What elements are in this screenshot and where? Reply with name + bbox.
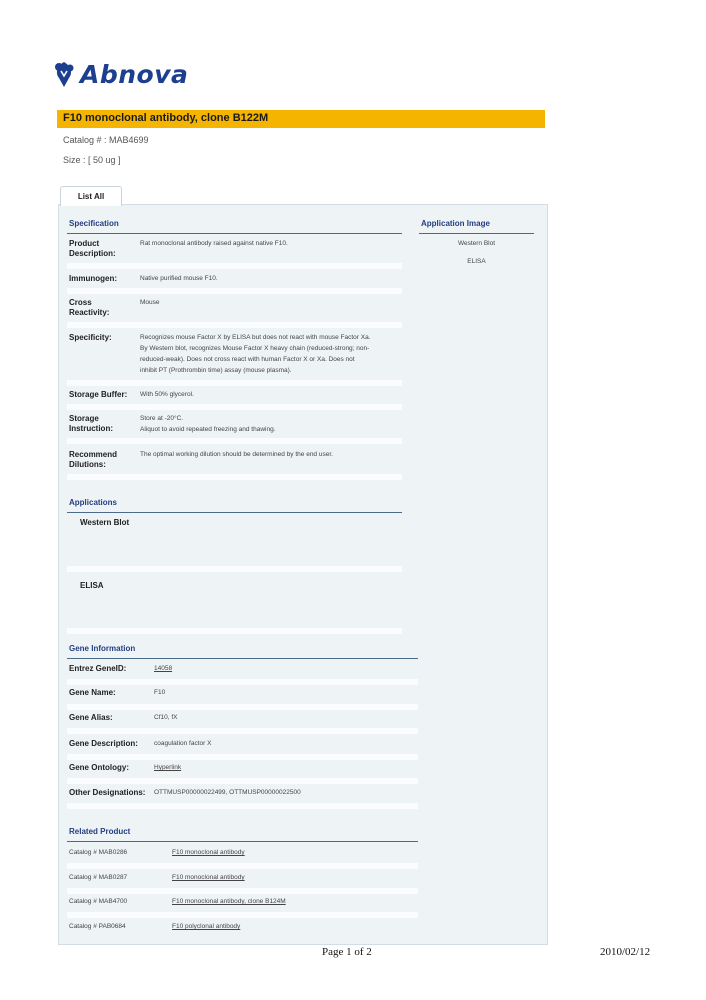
application-western-blot: Western Blot	[80, 518, 130, 527]
related-catalog-2: Catalog # MAB0287	[69, 874, 128, 881]
row-separator	[67, 438, 402, 444]
gene-label-name: Gene Name:	[69, 688, 116, 697]
applications-title: Applications	[69, 498, 118, 507]
spec-label-storage: Storage	[69, 414, 99, 423]
gene-value-alias: Cf10, fX	[154, 714, 178, 721]
row-separator	[67, 803, 418, 809]
row-separator	[67, 628, 402, 634]
spec-label-dilutions: Dilutions:	[69, 460, 106, 469]
product-size: Size : [ 50 ug ]	[63, 155, 121, 165]
spec-value-storage-line-1: Store at -20°C.	[140, 415, 184, 422]
gene-label-alias: Gene Alias:	[69, 713, 113, 722]
row-separator	[67, 704, 418, 710]
applications-divider	[67, 512, 402, 513]
spec-label-recommend: Recommend	[69, 450, 118, 459]
product-title: F10 monoclonal antibody, clone B122M	[63, 112, 269, 124]
related-catalog-1: Catalog # MAB0286	[69, 849, 128, 856]
product-details-panel	[58, 204, 548, 945]
gene-information-title: Gene Information	[69, 644, 136, 653]
row-separator	[67, 754, 418, 760]
gene-value-name: F10	[154, 689, 166, 696]
tab-list-all[interactable]: List All	[60, 186, 122, 206]
row-separator	[67, 863, 418, 869]
spec-label-reactivity: Reactivity:	[69, 308, 110, 317]
page-number: Page 1 of 2	[322, 946, 372, 958]
related-product-title: Related Product	[69, 827, 131, 836]
gene-value-ontology-link[interactable]: Hyperlink	[154, 764, 182, 771]
related-product-link-2[interactable]: F10 monoclonal antibody	[172, 874, 245, 881]
spec-label-immunogen: Immunogen:	[69, 274, 117, 283]
gene-label-entrez: Entrez GeneID:	[69, 664, 127, 673]
row-separator	[67, 778, 418, 784]
related-catalog-3: Catalog # MAB4700	[69, 898, 128, 905]
spec-label-instruction: Instruction:	[69, 424, 113, 433]
row-separator	[67, 888, 418, 894]
specification-title: Specification	[69, 219, 119, 228]
gene-label-description: Gene Description:	[69, 739, 138, 748]
spec-value-storage-line-2: Aliquot to avoid repeated freezing and thawing.	[140, 426, 276, 433]
spec-label-description: Description:	[69, 249, 116, 258]
spec-label-storage-buffer: Storage Buffer:	[69, 390, 128, 399]
spec-value-storage-buffer: With 50% glycerol.	[140, 391, 194, 398]
row-separator	[67, 263, 402, 269]
gene-value-description: coagulation factor X	[154, 740, 212, 747]
related-product-link-3[interactable]: F10 monoclonal antibody, clone B124M	[172, 898, 286, 905]
spec-value-specificity-line-2: By Western blot, recognizes Mouse Factor X heavy chain (reduced-strong; non-	[140, 345, 370, 352]
spec-label-cross: Cross	[69, 298, 92, 307]
spec-value-recommend-dilutions: The optimal working dilution should be determined by the end user.	[140, 451, 333, 458]
spec-value-specificity-line-3: reduced-weak). Does not cross react with human Factor X or Xa. Does not	[140, 356, 355, 363]
gene-value-entrez-link[interactable]: 14058	[154, 665, 173, 672]
row-separator	[67, 404, 402, 410]
row-separator	[67, 474, 402, 480]
gene-label-other-designations: Other Designations:	[69, 788, 146, 797]
spec-label-product: Product	[69, 239, 100, 248]
row-separator	[67, 912, 418, 918]
abnova-logo-icon	[51, 60, 77, 88]
spec-label-specificity: Specificity:	[69, 333, 112, 342]
row-separator	[67, 288, 402, 294]
row-separator	[67, 322, 402, 328]
related-product-link-1[interactable]: F10 monoclonal antibody	[172, 849, 245, 856]
application-image-divider	[419, 233, 534, 234]
row-separator	[67, 566, 402, 572]
row-separator	[67, 728, 418, 734]
spec-value-immunogen: Native purified mouse F10.	[140, 275, 218, 282]
product-title-bar	[57, 110, 545, 128]
app-image-caption-elisa: ELISA	[467, 258, 486, 265]
row-separator	[67, 380, 402, 386]
related-product-link-4[interactable]: F10 polyclonal antibody	[172, 923, 241, 930]
abnova-logo	[51, 58, 188, 90]
application-image-title: Application Image	[421, 219, 490, 228]
gene-information-divider	[67, 658, 418, 659]
spec-value-specificity-line-4: inhibit PT (Prothrombin time) assay (mouse plasma).	[140, 367, 292, 374]
spec-value-specificity-line-1: Recognizes mouse Factor X by ELISA but does not react with mouse Factor Xa.	[140, 334, 371, 341]
gene-label-ontology: Gene Ontology:	[69, 763, 129, 772]
spec-value-cross-reactivity: Mouse	[140, 299, 160, 306]
catalog-number: Catalog # : MAB4699	[63, 135, 149, 145]
brand-name: Abnova	[80, 59, 189, 89]
gene-value-other-designations: OTTMUSP00000022499, OTTMUSP00000022500	[154, 789, 301, 796]
print-date: 2010/02/12	[600, 946, 651, 958]
specification-divider	[67, 233, 402, 234]
application-elisa: ELISA	[80, 581, 104, 590]
related-product-divider	[67, 841, 418, 842]
related-catalog-4: Catalog # PAB0684	[69, 923, 126, 930]
spec-value-product-description: Rat monoclonal antibody raised against native F10.	[140, 240, 288, 247]
row-separator	[67, 679, 418, 685]
app-image-caption-western-blot: Western Blot	[457, 240, 496, 247]
